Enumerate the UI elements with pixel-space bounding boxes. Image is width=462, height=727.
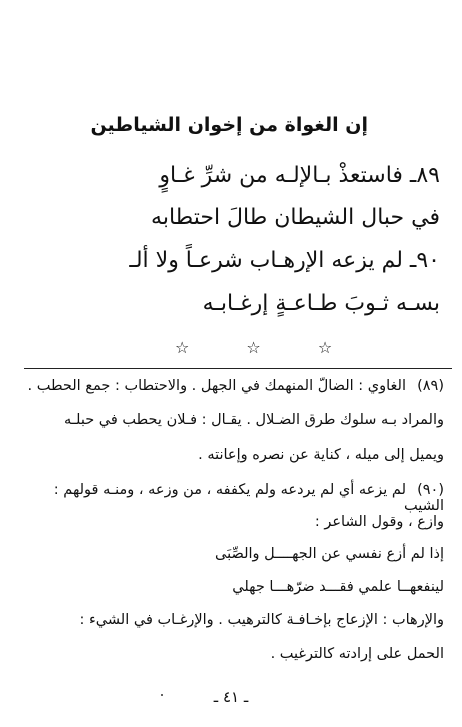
footnote-text: الغاوي : الضالّ المنهمك في الجهل . والاحتطاب : جمع الحطب .: [27, 378, 406, 394]
footnote-divider: [24, 368, 452, 369]
verse-line: ٨٩ـ فاستعذْ بـالإلـه من شرِّ غـاوٍ: [159, 163, 440, 188]
poem-line: إذا لم أزع نفسي عن الجهــــل والصِّبَى: [215, 546, 444, 562]
footnote-line: وازع ، وقول الشاعر :: [314, 514, 444, 530]
footnote-ref: (٨٩): [417, 378, 444, 394]
section-heading: إن الغواة من إخوان الشياطين: [90, 114, 368, 136]
footnote-ref: (٩٠): [417, 482, 444, 498]
page-number: ـ ٤١ ـ: [213, 688, 249, 706]
footnote-line: ويميل إلى ميله ، كناية عن نصره وإعانته .: [198, 447, 444, 463]
footnote-line: والمراد بـه سلوك طرق الضـلال . يقـال : فـلان يحطب في حبلـه: [64, 412, 444, 428]
footnote-line: والإرهاب : الإزعاج بإخـافـة كالترهيب . والإرغـاب في الشيء :: [79, 612, 444, 628]
footnote-line: الحمل على إرادته كالترغيب .: [270, 646, 444, 662]
poem-line: لينفعهــا علمي فقـــد ضرّهـــا جهلي: [232, 579, 444, 595]
verse-line: بسـه ثـوبَ طـاعـةٍ إرغـابـه: [202, 291, 440, 316]
verse-line: في حبال الشيطان طالَ احتطابه: [151, 205, 440, 230]
footnote-line: [14, 482, 444, 514]
footnote-line: [14, 378, 444, 394]
footnote-text: لم يزعه أي لم يردعه ولم يكففه ، من وزعه ، ومنـه قولهم : الشيب: [53, 482, 444, 514]
star-separator: ☆ ☆ ☆: [175, 338, 359, 357]
verse-line: ٩٠ـ لم يزعه الإرهـاب شرعـاً ولا ألـ: [129, 248, 440, 273]
